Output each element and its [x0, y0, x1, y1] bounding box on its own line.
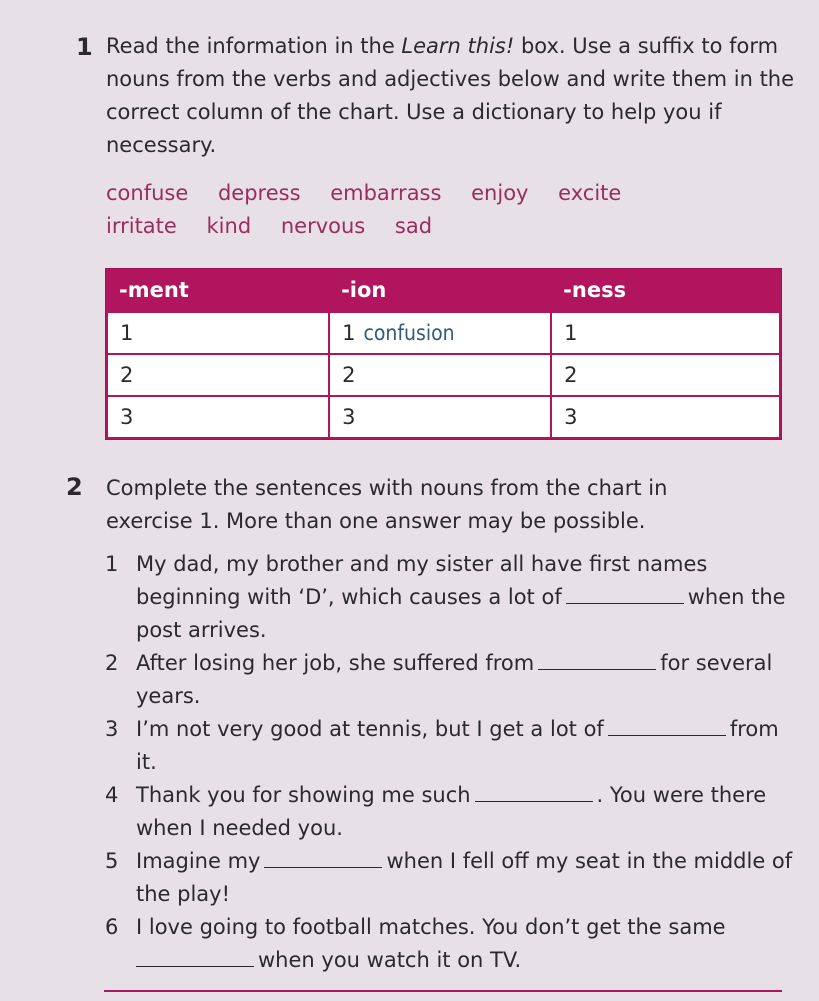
sentence-number: 6: [105, 915, 119, 939]
sentence-number: 3: [105, 717, 119, 741]
instruction-text-a: Read the information in the: [106, 34, 402, 58]
sentence-1: [105, 548, 795, 647]
sentence-text: . You were there when I needed you.: [136, 783, 767, 840]
word: sad: [394, 214, 433, 238]
chart-cell[interactable]: [107, 312, 329, 354]
exercise-1-instruction: [106, 30, 796, 162]
sentence-text: I’m not very good at tennis, but I get a lot of: [136, 717, 604, 741]
chart-cell[interactable]: [329, 354, 551, 396]
word: depress: [217, 181, 301, 205]
chart-cell[interactable]: [551, 354, 780, 396]
answer-blank[interactable]: [264, 845, 382, 868]
sentence-5: [105, 845, 795, 911]
chart-cell[interactable]: [107, 354, 329, 396]
sentence-list: [105, 548, 795, 977]
cell-number: 3: [564, 405, 578, 429]
sentence-4: [105, 779, 795, 845]
word-list-line-2: [106, 214, 455, 238]
example-answer: confusion: [363, 321, 455, 345]
word: kind: [206, 214, 252, 238]
cell-number: 3: [120, 405, 134, 429]
bottom-divider: [104, 990, 782, 992]
sentence-6: [105, 911, 795, 977]
sentence-text: when the post arrives.: [136, 585, 786, 642]
sentence-number: 5: [105, 849, 119, 873]
sentence-number: 2: [105, 651, 119, 675]
column-header-ness: -ness: [551, 269, 780, 312]
chart-cell[interactable]: [551, 312, 780, 354]
cell-number: 1: [564, 321, 578, 345]
sentence-text: from it.: [136, 717, 779, 774]
chart-cell[interactable]: [551, 396, 780, 438]
sentence-number: 4: [105, 783, 119, 807]
sentence-text: I love going to football matches. You don’t get the same: [136, 915, 726, 939]
cell-number: 2: [120, 363, 134, 387]
cell-number: 1: [342, 321, 356, 345]
cell-number: 3: [342, 405, 356, 429]
word: embarrass: [330, 181, 442, 205]
exercise-2-number: 2: [66, 473, 83, 501]
sentence-2: [105, 647, 795, 713]
word: excite: [558, 181, 622, 205]
sentence-text: Thank you for showing me such: [136, 783, 471, 807]
answer-blank[interactable]: [538, 647, 656, 670]
word: nervous: [280, 214, 366, 238]
cell-number: 2: [342, 363, 356, 387]
exercise-2-instruction: Complete the sentences with nouns from the chart in exercise 1. More than one answer may be possible.: [106, 476, 668, 533]
chart-cell[interactable]: [107, 396, 329, 438]
sentence-text: when you watch it on TV.: [258, 948, 522, 972]
instruction-italic: Learn this!: [401, 34, 515, 58]
answer-blank[interactable]: [136, 944, 254, 967]
sentence-text: for several years.: [136, 651, 773, 708]
answer-blank[interactable]: [566, 581, 684, 604]
suffix-chart: [105, 268, 782, 440]
exercise-1-number: 1: [76, 33, 93, 61]
column-header-ion: -ion: [329, 269, 551, 312]
answer-blank[interactable]: [608, 713, 726, 736]
column-header-ment: -ment: [107, 269, 329, 312]
sentence-text: My dad, my brother and my sister all have first names beginning with ‘D’, which causes a lot of: [136, 552, 708, 609]
cell-number: 2: [564, 363, 578, 387]
chart-cell[interactable]: [329, 396, 551, 438]
sentence-3: [105, 713, 795, 779]
cell-number: 1: [120, 321, 134, 345]
word-list-line-1: [106, 181, 644, 205]
answer-blank[interactable]: [475, 779, 593, 802]
word: enjoy: [471, 181, 529, 205]
chart-cell[interactable]: [329, 312, 551, 354]
instruction-text-b: box. Use a suffix to form nouns from the verbs and adjectives below and write them in the correct column of the chart. Use a dictionary to help you if necessary.: [106, 34, 795, 157]
sentence-text: After losing her job, she suffered from: [136, 651, 535, 675]
sentence-text: when I fell off my seat in the middle of the play!: [136, 849, 793, 906]
word: confuse: [106, 181, 189, 205]
sentence-text: Imagine my: [136, 849, 261, 873]
sentence-number: 1: [105, 552, 119, 576]
word: irritate: [106, 214, 177, 238]
